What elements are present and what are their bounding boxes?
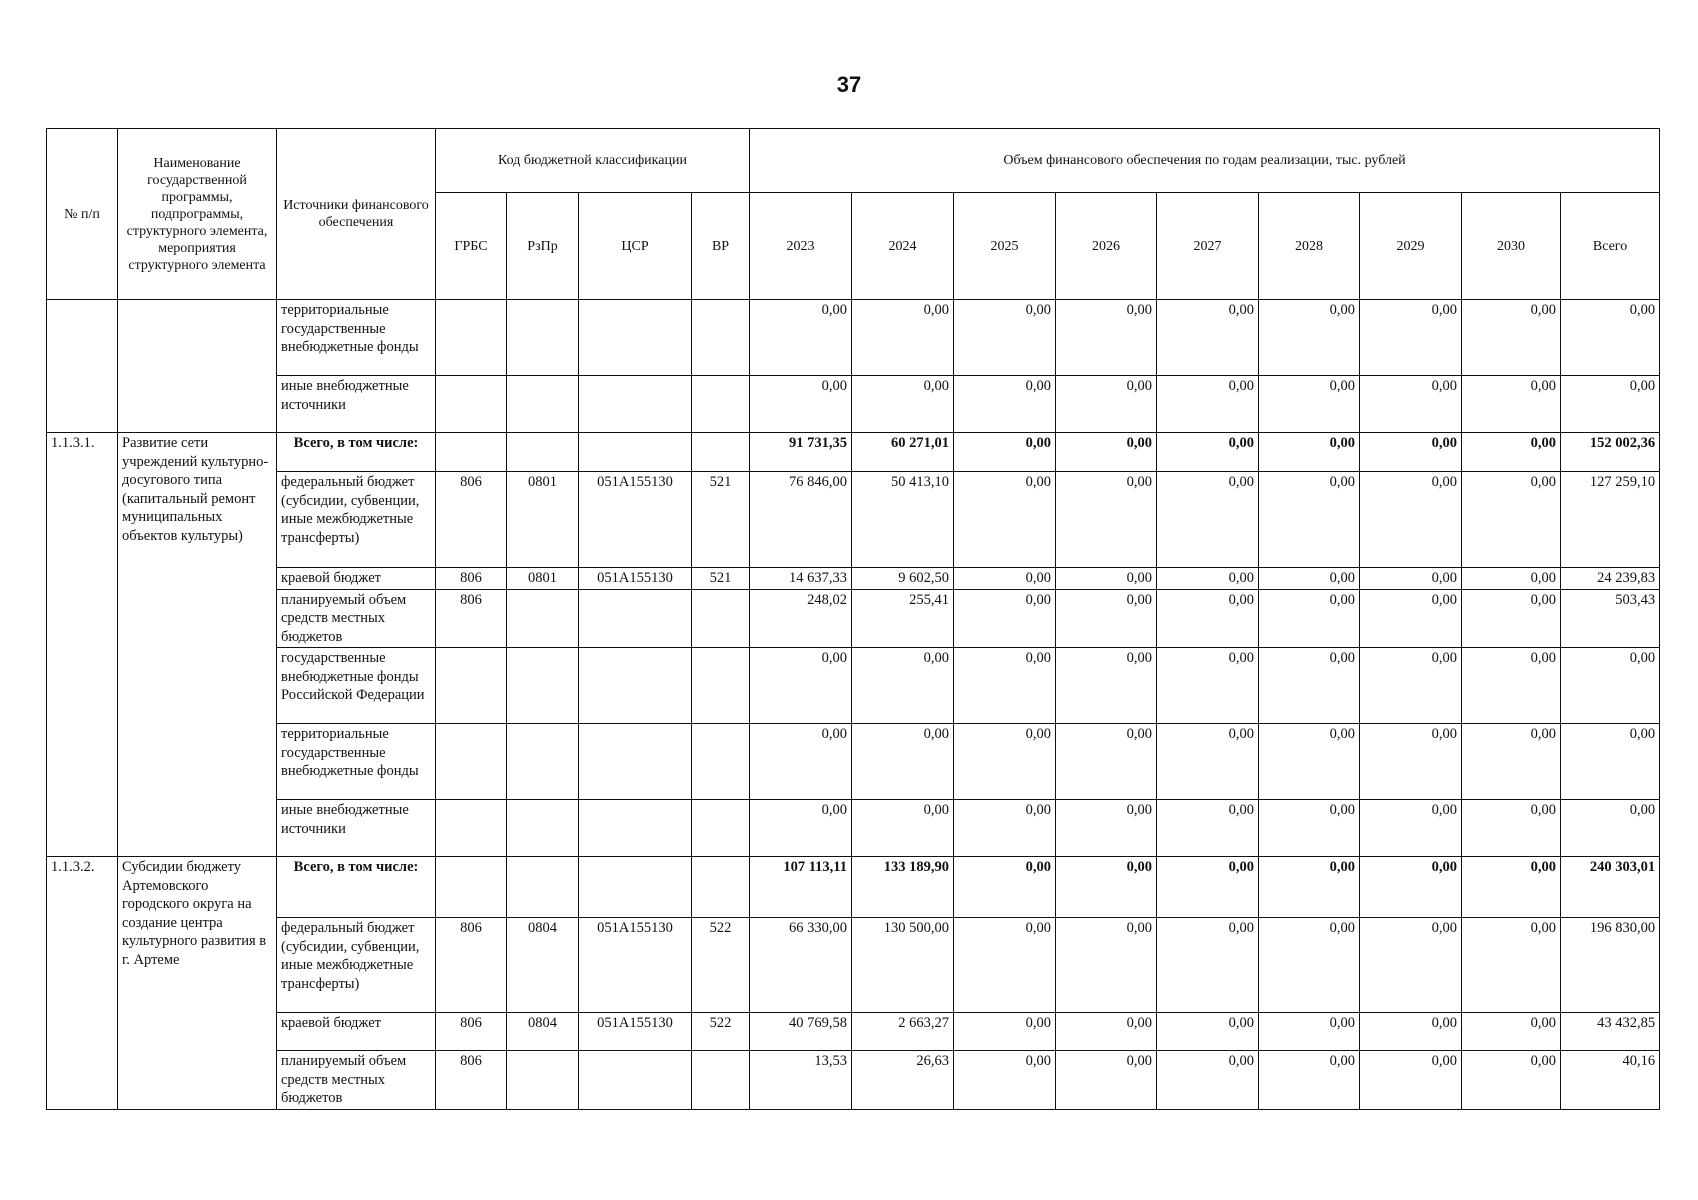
cell-csr <box>579 648 692 724</box>
cell-2028: 0,00 <box>1259 568 1360 590</box>
cell-2027: 0,00 <box>1157 648 1259 724</box>
cell-2024: 50 413,10 <box>852 472 954 568</box>
cell-2028: 0,00 <box>1259 589 1360 648</box>
cell-2023: 14 637,33 <box>750 568 852 590</box>
cell-csr: 051A155130 <box>579 918 692 1013</box>
table-row <box>47 648 1660 724</box>
cell-grbs <box>436 648 507 724</box>
cell-2024: 60 271,01 <box>852 433 954 472</box>
cell-rzpr: 0804 <box>507 918 579 1013</box>
header-2028: 2028 <box>1259 193 1360 300</box>
cell-2023: 0,00 <box>750 300 852 376</box>
cell-csr <box>579 800 692 857</box>
cell-rzpr: 0804 <box>507 1013 579 1051</box>
cell-2029: 0,00 <box>1360 724 1462 800</box>
cell-csr: 051A155130 <box>579 568 692 590</box>
cell-2024: 130 500,00 <box>852 918 954 1013</box>
cell-2028: 0,00 <box>1259 918 1360 1013</box>
cell-source: краевой бюджет <box>277 568 436 590</box>
cell-source: иные внебюджетные источники <box>277 800 436 857</box>
cell-2026: 0,00 <box>1056 800 1157 857</box>
cell-2028: 0,00 <box>1259 376 1360 433</box>
cell-2026: 0,00 <box>1056 1013 1157 1051</box>
cell-2027: 0,00 <box>1157 433 1259 472</box>
cell-2025: 0,00 <box>954 589 1056 648</box>
table-row <box>47 433 1660 472</box>
cell-2025: 0,00 <box>954 918 1056 1013</box>
cell-grbs <box>436 724 507 800</box>
cell-vr <box>692 800 750 857</box>
cell-csr <box>579 589 692 648</box>
table-row <box>47 800 1660 857</box>
cell-source-total: Всего, в том числе: <box>277 857 436 918</box>
cell-2028: 0,00 <box>1259 1051 1360 1110</box>
cell-2024: 9 602,50 <box>852 568 954 590</box>
cell-2027: 0,00 <box>1157 918 1259 1013</box>
cell-total: 24 239,83 <box>1561 568 1660 590</box>
table-row <box>47 376 1660 433</box>
cell-total: 0,00 <box>1561 800 1660 857</box>
cell-rzpr <box>507 648 579 724</box>
cell-2026: 0,00 <box>1056 918 1157 1013</box>
cell-2027: 0,00 <box>1157 1051 1259 1110</box>
cell-2023: 0,00 <box>750 376 852 433</box>
cell-grbs: 806 <box>436 1051 507 1110</box>
cell-2025: 0,00 <box>954 648 1056 724</box>
cell-2030: 0,00 <box>1462 376 1561 433</box>
cell-csr <box>579 1051 692 1110</box>
cell-2027: 0,00 <box>1157 300 1259 376</box>
cell-2030: 0,00 <box>1462 589 1561 648</box>
cell-source: территориальные государственные внебюджетные фонды <box>277 300 436 376</box>
cell-total: 40,16 <box>1561 1051 1660 1110</box>
cell-2024: 133 189,90 <box>852 857 954 918</box>
cell-2030: 0,00 <box>1462 1051 1561 1110</box>
cell-2025: 0,00 <box>954 800 1056 857</box>
item-name: Развитие сети учреждений культурно-досугового типа (капитальный ремонт муниципальных объектов культуры) <box>118 433 277 857</box>
cell-source-total: Всего, в том числе: <box>277 433 436 472</box>
cell-rzpr <box>507 800 579 857</box>
cell-2024: 255,41 <box>852 589 954 648</box>
cell-num <box>47 300 118 433</box>
cell-total: 0,00 <box>1561 376 1660 433</box>
cell-csr <box>579 300 692 376</box>
header-volume-group: Объем финансового обеспечения по годам реализации, тыс. рублей <box>750 129 1660 193</box>
cell-2030: 0,00 <box>1462 433 1561 472</box>
table-row <box>47 857 1660 918</box>
cell-grbs <box>436 300 507 376</box>
cell-2030: 0,00 <box>1462 568 1561 590</box>
cell-grbs: 806 <box>436 1013 507 1051</box>
cell-total: 0,00 <box>1561 724 1660 800</box>
cell-rzpr <box>507 300 579 376</box>
header-2024: 2024 <box>852 193 954 300</box>
cell-csr <box>579 433 692 472</box>
cell-vr: 521 <box>692 568 750 590</box>
cell-2029: 0,00 <box>1360 857 1462 918</box>
cell-2023: 66 330,00 <box>750 918 852 1013</box>
cell-2027: 0,00 <box>1157 376 1259 433</box>
header-rzpr: РзПр <box>507 193 579 300</box>
cell-2027: 0,00 <box>1157 724 1259 800</box>
cell-2026: 0,00 <box>1056 648 1157 724</box>
cell-2026: 0,00 <box>1056 589 1157 648</box>
cell-rzpr <box>507 433 579 472</box>
cell-2026: 0,00 <box>1056 472 1157 568</box>
cell-2023: 13,53 <box>750 1051 852 1110</box>
cell-2027: 0,00 <box>1157 1013 1259 1051</box>
cell-2026: 0,00 <box>1056 1051 1157 1110</box>
cell-2024: 0,00 <box>852 800 954 857</box>
cell-source: планируемый объем средств местных бюджетов <box>277 1051 436 1110</box>
item-number: 1.1.3.2. <box>47 857 118 1110</box>
cell-source: планируемый объем средств местных бюджетов <box>277 589 436 648</box>
table-row <box>47 589 1660 648</box>
cell-2030: 0,00 <box>1462 472 1561 568</box>
header-csr: ЦСР <box>579 193 692 300</box>
table-row <box>47 472 1660 568</box>
cell-2029: 0,00 <box>1360 648 1462 724</box>
cell-2025: 0,00 <box>954 376 1056 433</box>
cell-csr: 051A155130 <box>579 472 692 568</box>
cell-2025: 0,00 <box>954 472 1056 568</box>
cell-2028: 0,00 <box>1259 472 1360 568</box>
cell-vr <box>692 648 750 724</box>
cell-2025: 0,00 <box>954 300 1056 376</box>
header-grbs: ГРБС <box>436 193 507 300</box>
cell-2025: 0,00 <box>954 433 1056 472</box>
cell-2023: 0,00 <box>750 648 852 724</box>
cell-name <box>118 300 277 433</box>
cell-grbs: 806 <box>436 568 507 590</box>
cell-2026: 0,00 <box>1056 857 1157 918</box>
cell-2028: 0,00 <box>1259 724 1360 800</box>
cell-2030: 0,00 <box>1462 300 1561 376</box>
cell-vr <box>692 724 750 800</box>
cell-2026: 0,00 <box>1056 376 1157 433</box>
cell-grbs: 806 <box>436 472 507 568</box>
cell-2029: 0,00 <box>1360 1013 1462 1051</box>
cell-source: федеральный бюджет (субсидии, субвенции, иные межбюджетные трансферты) <box>277 918 436 1013</box>
cell-vr <box>692 433 750 472</box>
cell-grbs <box>436 800 507 857</box>
cell-csr <box>579 376 692 433</box>
cell-vr: 522 <box>692 1013 750 1051</box>
cell-2028: 0,00 <box>1259 800 1360 857</box>
cell-source: краевой бюджет <box>277 1013 436 1051</box>
cell-2028: 0,00 <box>1259 648 1360 724</box>
cell-csr <box>579 857 692 918</box>
item-number: 1.1.3.1. <box>47 433 118 857</box>
cell-source: иные внебюджетные источники <box>277 376 436 433</box>
cell-total: 240 303,01 <box>1561 857 1660 918</box>
cell-vr <box>692 376 750 433</box>
cell-csr: 051A155130 <box>579 1013 692 1051</box>
cell-2029: 0,00 <box>1360 376 1462 433</box>
cell-2024: 0,00 <box>852 724 954 800</box>
cell-2029: 0,00 <box>1360 800 1462 857</box>
cell-2027: 0,00 <box>1157 800 1259 857</box>
cell-total: 43 432,85 <box>1561 1013 1660 1051</box>
cell-2024: 2 663,27 <box>852 1013 954 1051</box>
cell-2024: 0,00 <box>852 300 954 376</box>
cell-2030: 0,00 <box>1462 724 1561 800</box>
cell-2023: 0,00 <box>750 800 852 857</box>
header-2023: 2023 <box>750 193 852 300</box>
budget-table <box>46 128 1660 1110</box>
cell-grbs: 806 <box>436 918 507 1013</box>
header-vr: ВР <box>692 193 750 300</box>
cell-total: 196 830,00 <box>1561 918 1660 1013</box>
cell-2029: 0,00 <box>1360 1051 1462 1110</box>
header-num: № п/п <box>47 129 118 300</box>
cell-2025: 0,00 <box>954 724 1056 800</box>
cell-2029: 0,00 <box>1360 918 1462 1013</box>
header-total: Всего <box>1561 193 1660 300</box>
table-row <box>47 568 1660 590</box>
cell-2023: 91 731,35 <box>750 433 852 472</box>
cell-rzpr <box>507 857 579 918</box>
cell-2030: 0,00 <box>1462 800 1561 857</box>
header-source: Источники финансового обеспечения <box>277 129 436 300</box>
cell-2024: 26,63 <box>852 1051 954 1110</box>
header-2025: 2025 <box>954 193 1056 300</box>
cell-2028: 0,00 <box>1259 1013 1360 1051</box>
cell-2026: 0,00 <box>1056 724 1157 800</box>
cell-2030: 0,00 <box>1462 918 1561 1013</box>
cell-2028: 0,00 <box>1259 300 1360 376</box>
cell-grbs <box>436 376 507 433</box>
cell-2030: 0,00 <box>1462 648 1561 724</box>
cell-rzpr <box>507 1051 579 1110</box>
cell-rzpr: 0801 <box>507 568 579 590</box>
cell-2025: 0,00 <box>954 857 1056 918</box>
cell-total: 127 259,10 <box>1561 472 1660 568</box>
cell-total: 0,00 <box>1561 648 1660 724</box>
cell-2029: 0,00 <box>1360 300 1462 376</box>
header-code-group: Код бюджетной классификации <box>436 129 750 193</box>
cell-2026: 0,00 <box>1056 300 1157 376</box>
cell-2028: 0,00 <box>1259 433 1360 472</box>
cell-2027: 0,00 <box>1157 857 1259 918</box>
table-row <box>47 1013 1660 1051</box>
cell-vr <box>692 1051 750 1110</box>
cell-2023: 40 769,58 <box>750 1013 852 1051</box>
cell-2023: 248,02 <box>750 589 852 648</box>
cell-2030: 0,00 <box>1462 857 1561 918</box>
cell-2023: 107 113,11 <box>750 857 852 918</box>
cell-2029: 0,00 <box>1360 433 1462 472</box>
table-row <box>47 300 1660 376</box>
cell-vr <box>692 589 750 648</box>
header-name: Наименование государственной программы, подпрограммы, структурного элемента, мероприятия структурного элемента <box>118 129 277 300</box>
cell-2030: 0,00 <box>1462 1013 1561 1051</box>
cell-2025: 0,00 <box>954 1051 1056 1110</box>
cell-grbs <box>436 857 507 918</box>
header-row-1 <box>47 129 1660 193</box>
cell-2028: 0,00 <box>1259 857 1360 918</box>
cell-rzpr <box>507 589 579 648</box>
cell-source: государственные внебюджетные фонды Российской Федерации <box>277 648 436 724</box>
cell-2029: 0,00 <box>1360 589 1462 648</box>
cell-2029: 0,00 <box>1360 472 1462 568</box>
cell-rzpr <box>507 376 579 433</box>
cell-2027: 0,00 <box>1157 472 1259 568</box>
header-2029: 2029 <box>1360 193 1462 300</box>
cell-total: 0,00 <box>1561 300 1660 376</box>
page-number: 37 <box>836 72 862 97</box>
cell-vr <box>692 857 750 918</box>
cell-2025: 0,00 <box>954 1013 1056 1051</box>
cell-2027: 0,00 <box>1157 568 1259 590</box>
cell-total: 503,43 <box>1561 589 1660 648</box>
table-row <box>47 918 1660 1013</box>
cell-rzpr <box>507 724 579 800</box>
cell-2023: 0,00 <box>750 724 852 800</box>
cell-source: федеральный бюджет (субсидии, субвенции, иные межбюджетные трансферты) <box>277 472 436 568</box>
cell-total: 152 002,36 <box>1561 433 1660 472</box>
cell-2024: 0,00 <box>852 648 954 724</box>
cell-vr: 521 <box>692 472 750 568</box>
cell-vr: 522 <box>692 918 750 1013</box>
cell-grbs <box>436 433 507 472</box>
cell-2026: 0,00 <box>1056 568 1157 590</box>
cell-2025: 0,00 <box>954 568 1056 590</box>
table-row <box>47 1051 1660 1110</box>
cell-2029: 0,00 <box>1360 568 1462 590</box>
cell-2024: 0,00 <box>852 376 954 433</box>
header-2026: 2026 <box>1056 193 1157 300</box>
cell-2027: 0,00 <box>1157 589 1259 648</box>
cell-rzpr: 0801 <box>507 472 579 568</box>
cell-2023: 76 846,00 <box>750 472 852 568</box>
table-row <box>47 724 1660 800</box>
item-name: Субсидии бюджету Артемовского городского округа на создание центра культурного развития в г. Артеме <box>118 857 277 1110</box>
cell-vr <box>692 300 750 376</box>
cell-grbs: 806 <box>436 589 507 648</box>
header-2027: 2027 <box>1157 193 1259 300</box>
cell-csr <box>579 724 692 800</box>
cell-2026: 0,00 <box>1056 433 1157 472</box>
cell-source: территориальные государственные внебюджетные фонды <box>277 724 436 800</box>
header-2030: 2030 <box>1462 193 1561 300</box>
